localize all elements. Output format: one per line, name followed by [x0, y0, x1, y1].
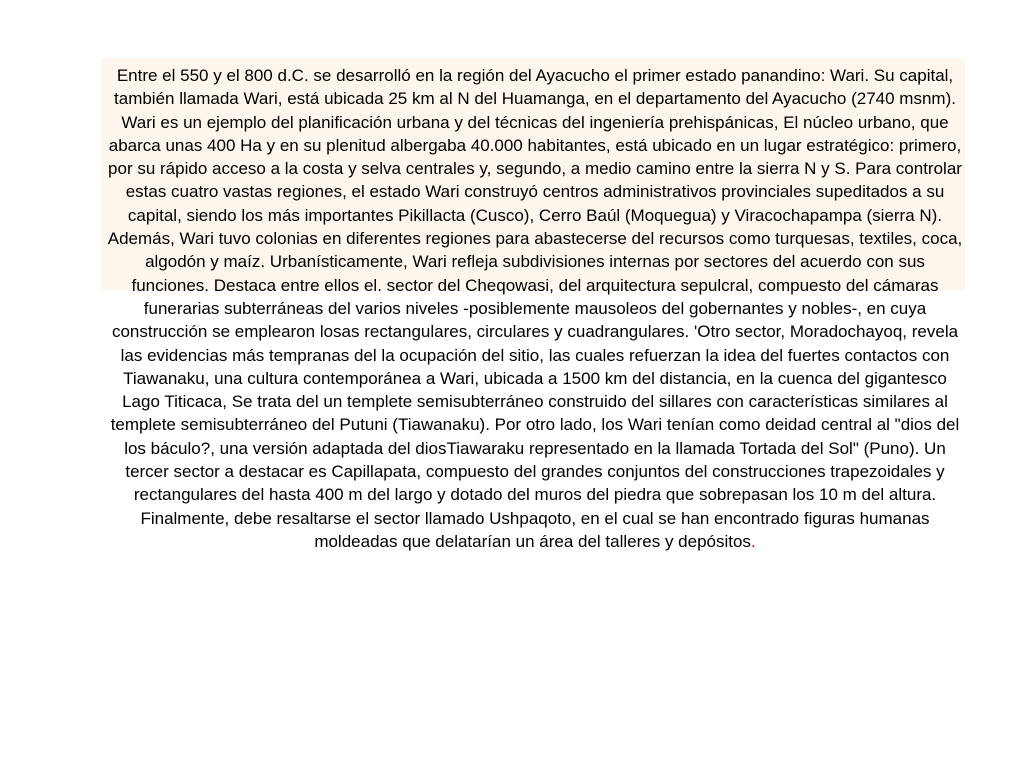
paragraph-main: Wari es un ejemplo del planificación urbana y del técnicas del ingeniería prehispánicas, El núcleo urbano, que abarca unas 400 Ha y en su plenitud albergaba 40.000 habitantes, está ubicado en un lugar estratégico: primero, por su rápido acceso a la costa y selva centrales y, segundo, a medio camino entre la sierra N y S. Para controlar estas cuatro vastas regiones, el estado Wari construyó centros administrativos provinciales supeditados a su capital, siendo los más importantes Pikillacta (Cusco), Cerro Baúl (Moquegua) y Viracochapampa (sierra N). Además, Wari tuvo colonias en diferentes regiones para abastecerse del recursos como turquesas, textiles, coca, algodón y maíz. Urbanísticamente, Wari refleja subdivisiones internas por sectores del acuerdo con sus funciones. Destaca entre ellos el. sector del Cheqowasi, del arquitectura sepulcral, compuesto del cámaras funerarias subterráneas del varios niveles -posiblemente mausoleos del gobernantes y nobles-, en cuya construcción se emplearon losas rectangulares, circulares y cuadrangulares. 'Otro sector, Moradochayoq, revela las evidencias más tempranas del la ocupación del sitio, las cuales refuerzan la idea del fuertes contactos con Tiawanaku, una cultura contemporánea a Wari, ubicada a 1500 km del distancia, en la cuenca del gigantesco Lago Titicaca, Se trata del un templete semisubterráneo construido del sillares con características similares al templete semisubterráneo del Putuni (Tiawanaku). Por otro lado, los Wari tenían como deidad central al "dios del los báculo?, una versión adaptada del diosTiawaraku representado en la llamada Tortada del Sol" (Puno). Un tercer sector a destacar es Capillapata, compuesto del grandes conjuntos del construcciones trapezoidales y rectangulares del hasta 400 m del largo y dotado del muros del piedra que sobrepasan los 10 m del altura. Finalmente, debe resaltarse el sector llamado Ushpaqoto, en el cual se han encontrado figuras humanas moldeadas que delatarían un área del talleres y depósitos	[107, 112, 963, 551]
final-period: .	[750, 531, 756, 551]
body-text	[106, 64, 964, 553]
paragraph-intro: Entre el 550 y el 800 d.C. se desarrolló en la región del Ayacucho el primer estado panandino: Wari. Su capital, también llamada Wari, está ubicada 25 km al N del Huamanga, en el departamento del Ayacucho (2740 msnm).	[114, 66, 956, 109]
